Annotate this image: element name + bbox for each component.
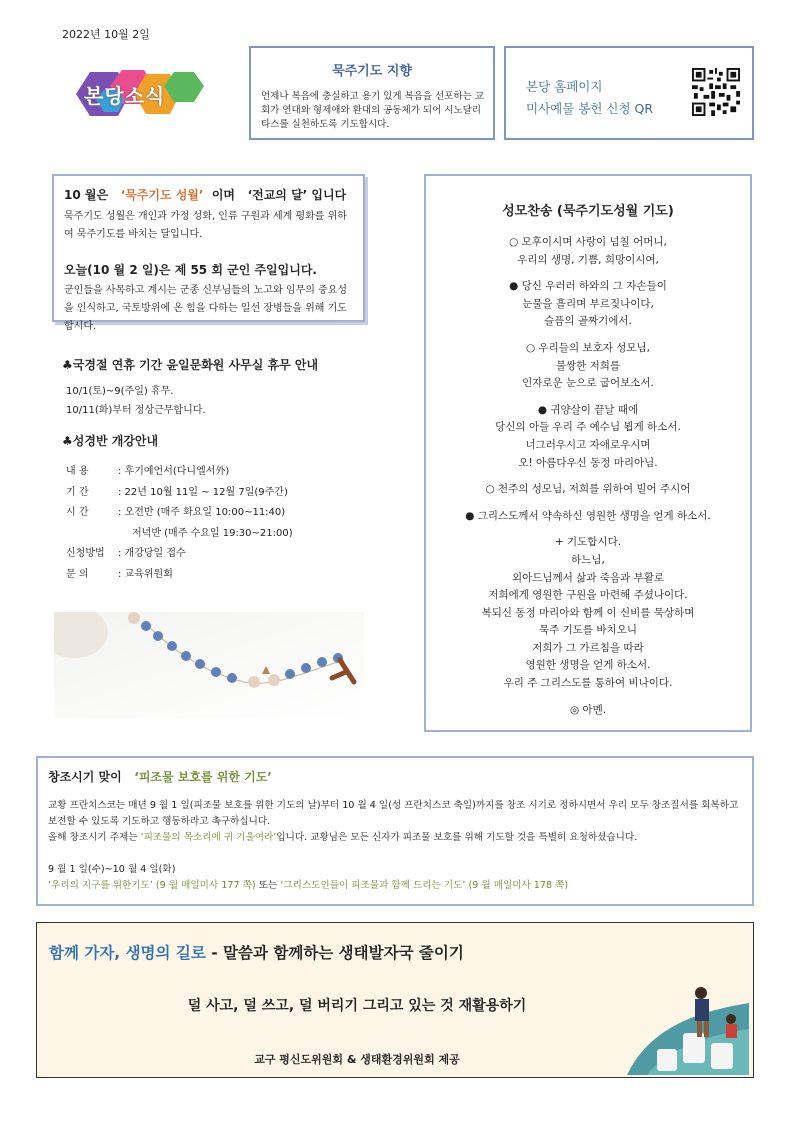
hymn-stanza: ● 그리스도께서 약속하신 영원한 생명을 얻게 하소서.	[465, 509, 711, 522]
amen-line: ◎ 아멘.	[569, 703, 607, 716]
season-of-creation-box	[36, 756, 754, 906]
intent-title: 묵주기도 지향	[332, 64, 412, 79]
marian-hymn-box	[424, 174, 752, 732]
hymn-stanza: ● 당신 우러러 하와의 그 자손들이 눈물을 흘리며 부르짖나이다, 슬픔의 골짜기에서.	[509, 280, 667, 328]
hymn-stanza: ● 귀양살이 끝날 때에 당신의 아들 우리 주 예수님 뵙게 하소서. 너그러우시고 자애로우시며 오! 아름다우신 동정 마리아님.	[495, 403, 681, 469]
qr-box	[504, 46, 754, 140]
eco-slogan: 덜 사고, 덜 쓰고, 덜 버리기 그리고 있는 것 재활용하기	[187, 998, 527, 1014]
eco-heading: 함께 가자, 생명의 길로 - 말씀과 함께하는 생태발자국 줄이기	[49, 944, 464, 962]
rosary-intent-box	[249, 46, 495, 140]
creation-text: 교황 프란치스코는 매년 9 월 1 일(피조물 보호를 위한 기도의 날)부터 10 월 4 일(성 프란치스코 축일)까지를 창조 시기로 정하시면서 우리 모두 창조질서를 회복하고 보전할 수 있도록 기도하고 행동하라고 촉구하십니다. 올해 창조시기 주제는 ‘피조물의 목소리에 귀 기울여라’입니다. 교황님은 모든 신자가 피조물 보호를 위해 기도할 것을 특별히 요청하셨습니다.	[48, 800, 739, 843]
month-notice-box	[52, 174, 365, 332]
detail-row: 시 간 : 오전반 (매주 화요일 10:00~11:40)	[66, 507, 286, 518]
military-sunday-text: 군인들을 사목하고 계시는 군종 신부님들의 노고와 임무의 중요성을 인식하고, 국토방위에 온 힘을 다하는 일선 장병들을 위해 기도합시다.	[64, 285, 348, 332]
detail-row: 내 용 : 후기예언서(다니엘서外)	[66, 466, 230, 477]
eco-credit: 교구 평신도위원회 & 생태환경위원회 제공	[254, 1053, 460, 1066]
hymn-stanza: ○ 우리들의 보호자 성모님, 불쌍한 저희를 인자로운 눈으로 굽어보소서.	[522, 341, 654, 390]
office-closure-title: ♣국경절 연휴 기간 윤일문화원 사무실 휴무 안내	[62, 358, 319, 372]
military-sunday-heading: 오늘(10 월 2 일)은 제 55 회 군인 주일입니다.	[64, 263, 317, 277]
detail-row: 문 의 : 교육위원회	[66, 568, 173, 580]
hymn-prayer: + 기도합시다. 하느님, 외아드님께서 삶과 죽음과 부활로 저희에게 영원한 구원을 마련해 주셨나이다. 복되신 동정 마리아와 함께 이 신비를 묵상하며 묵주 기도를 바치오니 저희가 그 가르침을 따라 영원한 생명을 얻게 하소서. 우리 주 그리스도를 통하여 비나이다.	[481, 536, 695, 690]
bible-class-title: ♣성경반 개강안내	[62, 434, 159, 448]
qr-code-icon[interactable]	[692, 68, 740, 116]
creation-prayers: 9 월 1 일(수)~10 월 4 일(화) ‘우리의 지구를 위한기도’ (9 월 매일미사 177 쪽) 또는 ‘그리스도인들이 피조물과 함께 드리는 기도’ (9 월 매일미사 178 쪽)	[48, 864, 569, 891]
intent-body: 언제나 복음에 충실하고 용기 있게 복음을 선포하는 교회가 연대와 형제애와 환대의 공동체가 되어 시노달리타스를 실천하도록 기도합시다.	[261, 91, 485, 130]
hymn-stanza: ○ 천주의 성모님, 저희를 위하여 빌어 주시어	[485, 483, 691, 496]
hymn-title: 성모찬송 (묵주기도성월 기도)	[502, 204, 674, 219]
detail-row: 저녁반 (매주 수요일 19:30~21:00)	[132, 527, 293, 539]
detail-row: 신청방법 : 개강당일 접수	[66, 548, 186, 559]
creation-heading: 창조시기 맞이 ‘피조물 보호를 위한 기도’	[48, 770, 272, 784]
rosary-image	[54, 612, 364, 718]
detail-row: 기 간 : 22년 10월 11일 ~ 12월 7일(9주간)	[66, 486, 288, 498]
bible-class-details	[66, 462, 293, 585]
hymn-text	[432, 234, 744, 728]
issue-date: 2022년 10월 2일	[62, 28, 150, 41]
hymn-stanza: ○ 모후이시며 사랑이 넘칠 어머니, 우리의 생명, 기쁨, 희망이시여,	[509, 236, 667, 266]
month-text: 묵주기도 성월은 개인과 가정 성화, 인류 구원과 세계 평화를 위하여 묵주기도를 바치는 달입니다.	[64, 211, 347, 240]
office-closure-text: 10/1(토)~9(주일) 휴무. 10/11(화)부터 정상근무합니다.	[66, 386, 206, 416]
qr-label: 본당 홈페이지 미사예물 봉헌 신청 QR	[526, 79, 654, 116]
recycling-illustration	[627, 963, 749, 1075]
eco-footprint-box	[36, 922, 754, 1078]
logo-text: 본당소식	[84, 84, 166, 108]
month-heading: 10 월은 ‘묵주기도 성월’ 이며 ‘전교의 달’ 입니다	[64, 188, 347, 202]
